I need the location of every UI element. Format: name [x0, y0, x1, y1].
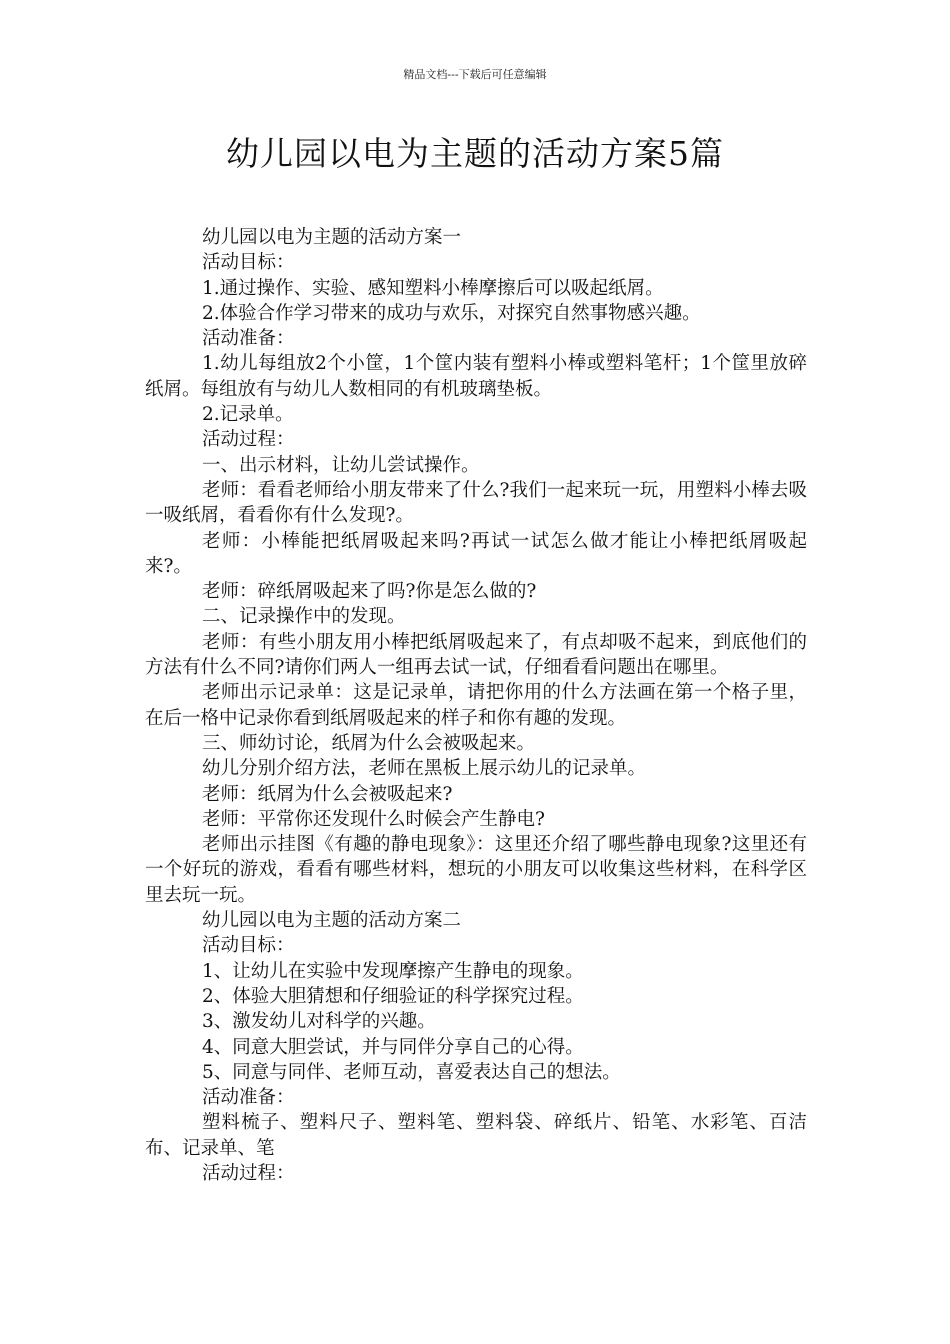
paragraph: 1.通过操作、实验、感知塑料小棒摩擦后可以吸起纸屑。: [202, 277, 664, 299]
paragraph: 幼儿分别介绍方法，老师在黑板上展示幼儿的记录单。: [202, 758, 647, 780]
paragraph: 活动过程：: [202, 1162, 295, 1184]
header-note: 精品文档---下载后可任意编辑: [403, 68, 547, 81]
paragraph: 老师：纸屑为什么会被吸起来?: [202, 783, 453, 805]
document-body: [145, 225, 807, 1186]
paragraph: 4、同意大胆尝试，并与同伴分享自己的心得。: [202, 1036, 584, 1058]
paragraph: 塑料梳子、塑料尺子、塑料笔、塑料袋、碎纸片、铅笔、水彩笔、百洁布、记录单、笔: [145, 1112, 807, 1159]
paragraph: 活动目标：: [202, 252, 295, 274]
paragraph: 老师出示挂图《有趣的静电现象》：这里还介绍了哪些静电现象?这里还有一个好玩的游戏，看看有哪些材料，想玩的小朋友可以收集这些材料，在科学区里去玩一玩。: [145, 834, 807, 906]
paragraph: 二、记录操作中的发现。: [202, 606, 406, 628]
document-title: 幼儿园以电为主题的活动方案5篇: [226, 134, 724, 173]
paragraph: 一、出示材料，让幼儿尝试操作。: [202, 454, 480, 476]
paragraph: 活动目标：: [202, 935, 295, 957]
paragraph: 2.记录单。: [202, 404, 294, 426]
paragraph: 活动准备：: [202, 328, 295, 350]
paragraph: 2.体验合作学习带来的成功与欢乐，对探究自然事物感兴趣。: [202, 302, 701, 324]
paragraph: 三、师幼讨论，纸屑为什么会被吸起来。: [202, 732, 536, 754]
paragraph: 2、体验大胆猜想和仔细验证的科学探究过程。: [202, 985, 584, 1007]
paragraph: 3、激发幼儿对科学的兴趣。: [202, 1011, 436, 1033]
paragraph: 幼儿园以电为主题的活动方案二: [202, 910, 462, 932]
paragraph: 老师：碎纸屑吸起来了吗?你是怎么做的?: [202, 581, 537, 603]
paragraph: 老师：小棒能把纸屑吸起来吗?再试一试怎么做才能让小棒把纸屑吸起来?。: [145, 530, 807, 577]
paragraph: 1.幼儿每组放2个小筐，1个筐内装有塑料小棒或塑料笔杆；1个筐里放碎纸屑。每组放有与幼儿人数相同的有机玻璃垫板。: [145, 353, 807, 400]
paragraph: 活动准备：: [202, 1087, 295, 1109]
paragraph: 老师：看看老师给小朋友带来了什么?我们一起来玩一玩，用塑料小棒去吸一吸纸屑，看看你有什么发现?。: [145, 479, 807, 527]
paragraph: 1、让幼儿在实验中发现摩擦产生静电的现象。: [202, 960, 584, 982]
paragraph: 幼儿园以电为主题的活动方案一: [202, 227, 462, 248]
paragraph: 活动过程：: [202, 429, 295, 451]
paragraph: 老师出示记录单：这是记录单，请把你用的什么方法画在第一个格子里，在后一格中记录你看到纸屑吸起来的样子和你有趣的发现。: [145, 682, 807, 729]
paragraph: 5、同意与同伴、老师互动，喜爱表达自己的想法。: [202, 1061, 621, 1083]
paragraph: 老师：平常你还发现什么时候会产生静电?: [202, 808, 545, 830]
paragraph: 老师：有些小朋友用小棒把纸屑吸起来了，有点却吸不起来，到底他们的方法有什么不同?请你们两人一组再去试一试，仔细看看问题出在哪里。: [145, 631, 807, 679]
